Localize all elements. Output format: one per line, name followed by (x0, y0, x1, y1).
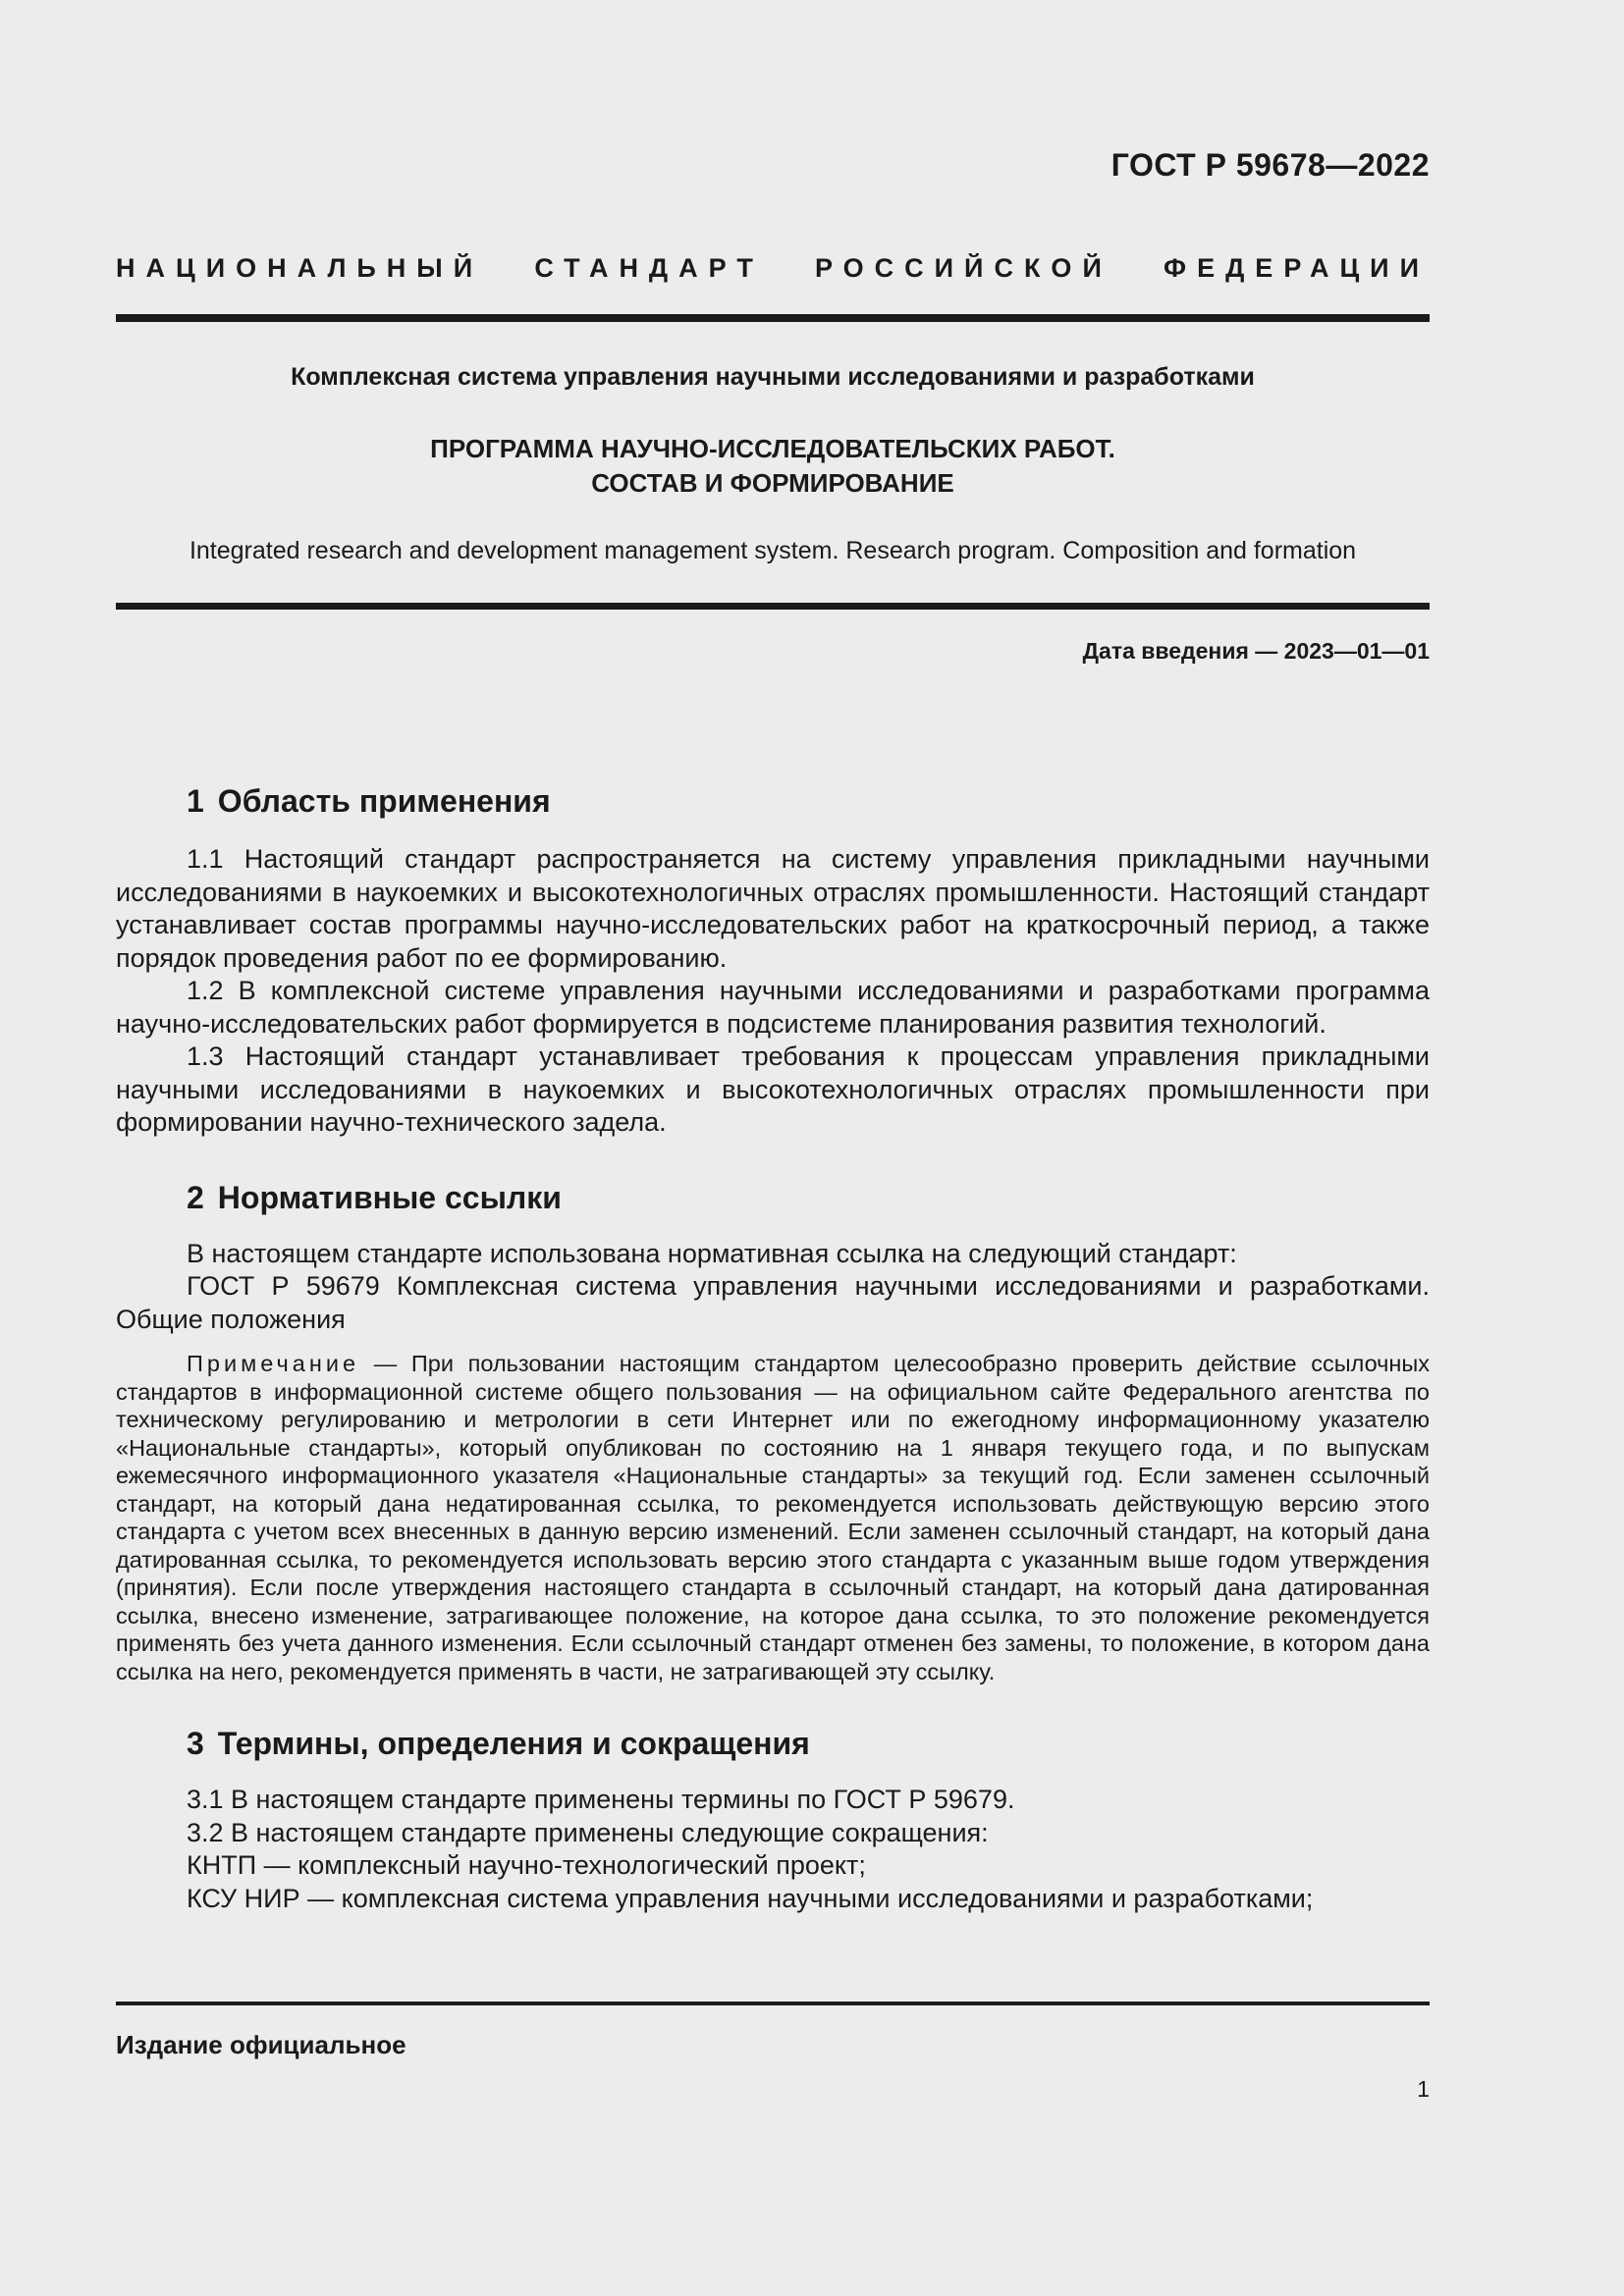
item-3-1: 3.1 В настоящем стандарте применены термины по ГОСТ Р 59679. (187, 1785, 1015, 1814)
main-title (116, 432, 1430, 501)
title-bottom-rule (116, 603, 1430, 610)
paragraph-1-3: 1.3 Настоящий стандарт устанавливает требования к процессам управления прикладными научными исследованиями в наукоемких и высокотехнологичных отраслях промышленности при формировании научно-технического задела. (116, 1041, 1430, 1137)
section-3-heading (116, 1723, 1430, 1764)
main-title-line1: ПРОГРАММА НАУЧНО-ИССЛЕДОВАТЕЛЬСКИХ РАБОТ. (430, 434, 1115, 463)
abbreviation-ksu-nir: КСУ НИР — комплексная система управления научными исследованиями и разработками; (187, 1883, 1314, 1913)
section-title: Нормативные ссылки (217, 1179, 562, 1215)
section-2-heading (116, 1177, 1430, 1218)
paragraph-1-1: 1.1 Настоящий стандарт распространяется на систему управления прикладными научными исследованиями в наукоемких и высокотехнологичных отраслях промышленности. Настоящий стандарт устанавливает состав программы научно-исследовательских работ на краткосрочный период, а также порядок проведения работ по ее формированию. (116, 844, 1430, 973)
english-title: Integrated research and development management system. Research program. Composition and formation (189, 537, 1357, 564)
introduction-date: Дата введения — 2023—01—01 (1082, 638, 1430, 664)
section-number: 2 (187, 1179, 204, 1215)
main-title-line2: СОСТАВ И ФОРМИРОВАНИЕ (591, 468, 954, 498)
document-number: ГОСТ Р 59678—2022 (1110, 147, 1430, 183)
national-standard-heading: НАЦИОНАЛЬНЫЙ СТАНДАРТ РОССИЙСКОЙ ФЕДЕРАЦИИ (116, 253, 1430, 283)
note-text: — При пользовании настоящим стандартом целесообразно проверить действие ссылочных стандартов в информационной системе общего пользования — на официальном сайте Федерального агентства по техническому регулированию и метрологии в сети Интернет или по ежегодному информационному указателю «Национальные стандарты», который опубликован по состоянию на 1 января текущего года, и по выпускам ежемесячного информационного указателя «Национальные стандарты» за текущий год. Если заменен ссылочный стандарт, на который дана недатированная ссылка, то рекомендуется использовать действующую версию этого стандарта с учетом всех внесенных в данную версию изменений. Если заменен ссылочный стандарт, на который дана датированная ссылка, то рекомендуется использовать версию этого стандарта с указанным выше годом утверждения (принятия). Если после утверждения настоящего стандарта в ссылочный стандарт, на который дана датированная ссылка, внесено изменение, затрагивающее положение, на которое дана ссылка, то это положение рекомендуется применять без учета данного изменения. Если ссылочный стандарт отменен без замены, то положение, в котором дана ссылка на него, рекомендуется применять в части, не затрагивающей эту ссылку. (116, 1351, 1430, 1684)
document-body (116, 780, 1430, 1915)
paragraph-2-intro: В настоящем стандарте использована нормативная ссылка на следующий стандарт: (187, 1238, 1237, 1268)
paragraph-1-2: 1.2 В комплексной системе управления научными исследованиями и разработками программа научно-исследовательских работ формируется в подсистеме планирования развития технологий. (116, 976, 1430, 1039)
page-number: 1 (1417, 2076, 1430, 2102)
official-edition-label: Издание официальное (116, 2030, 406, 2059)
note-paragraph (116, 1350, 1430, 1685)
abbreviation-kntp: КНТП — комплексный научно-технологический проект; (187, 1850, 866, 1880)
item-3-2: 3.2 В настоящем стандарте применены следующие сокращения: (187, 1817, 989, 1847)
section-title: Термины, определения и сокращения (217, 1726, 810, 1761)
top-rule (116, 314, 1430, 322)
paragraph-2-reference: ГОСТ Р 59679 Комплексная система управления научными исследованиями и разработками. Общие положения (116, 1271, 1430, 1334)
section-number: 1 (187, 783, 204, 819)
note-label: Примечание (187, 1351, 360, 1376)
series-title: Комплексная система управления научными исследованиями и разработками (291, 363, 1255, 391)
footer-rule (116, 2002, 1430, 2005)
section-number: 3 (187, 1726, 204, 1761)
section-1-heading (116, 780, 1430, 822)
section-title: Область применения (217, 783, 551, 819)
